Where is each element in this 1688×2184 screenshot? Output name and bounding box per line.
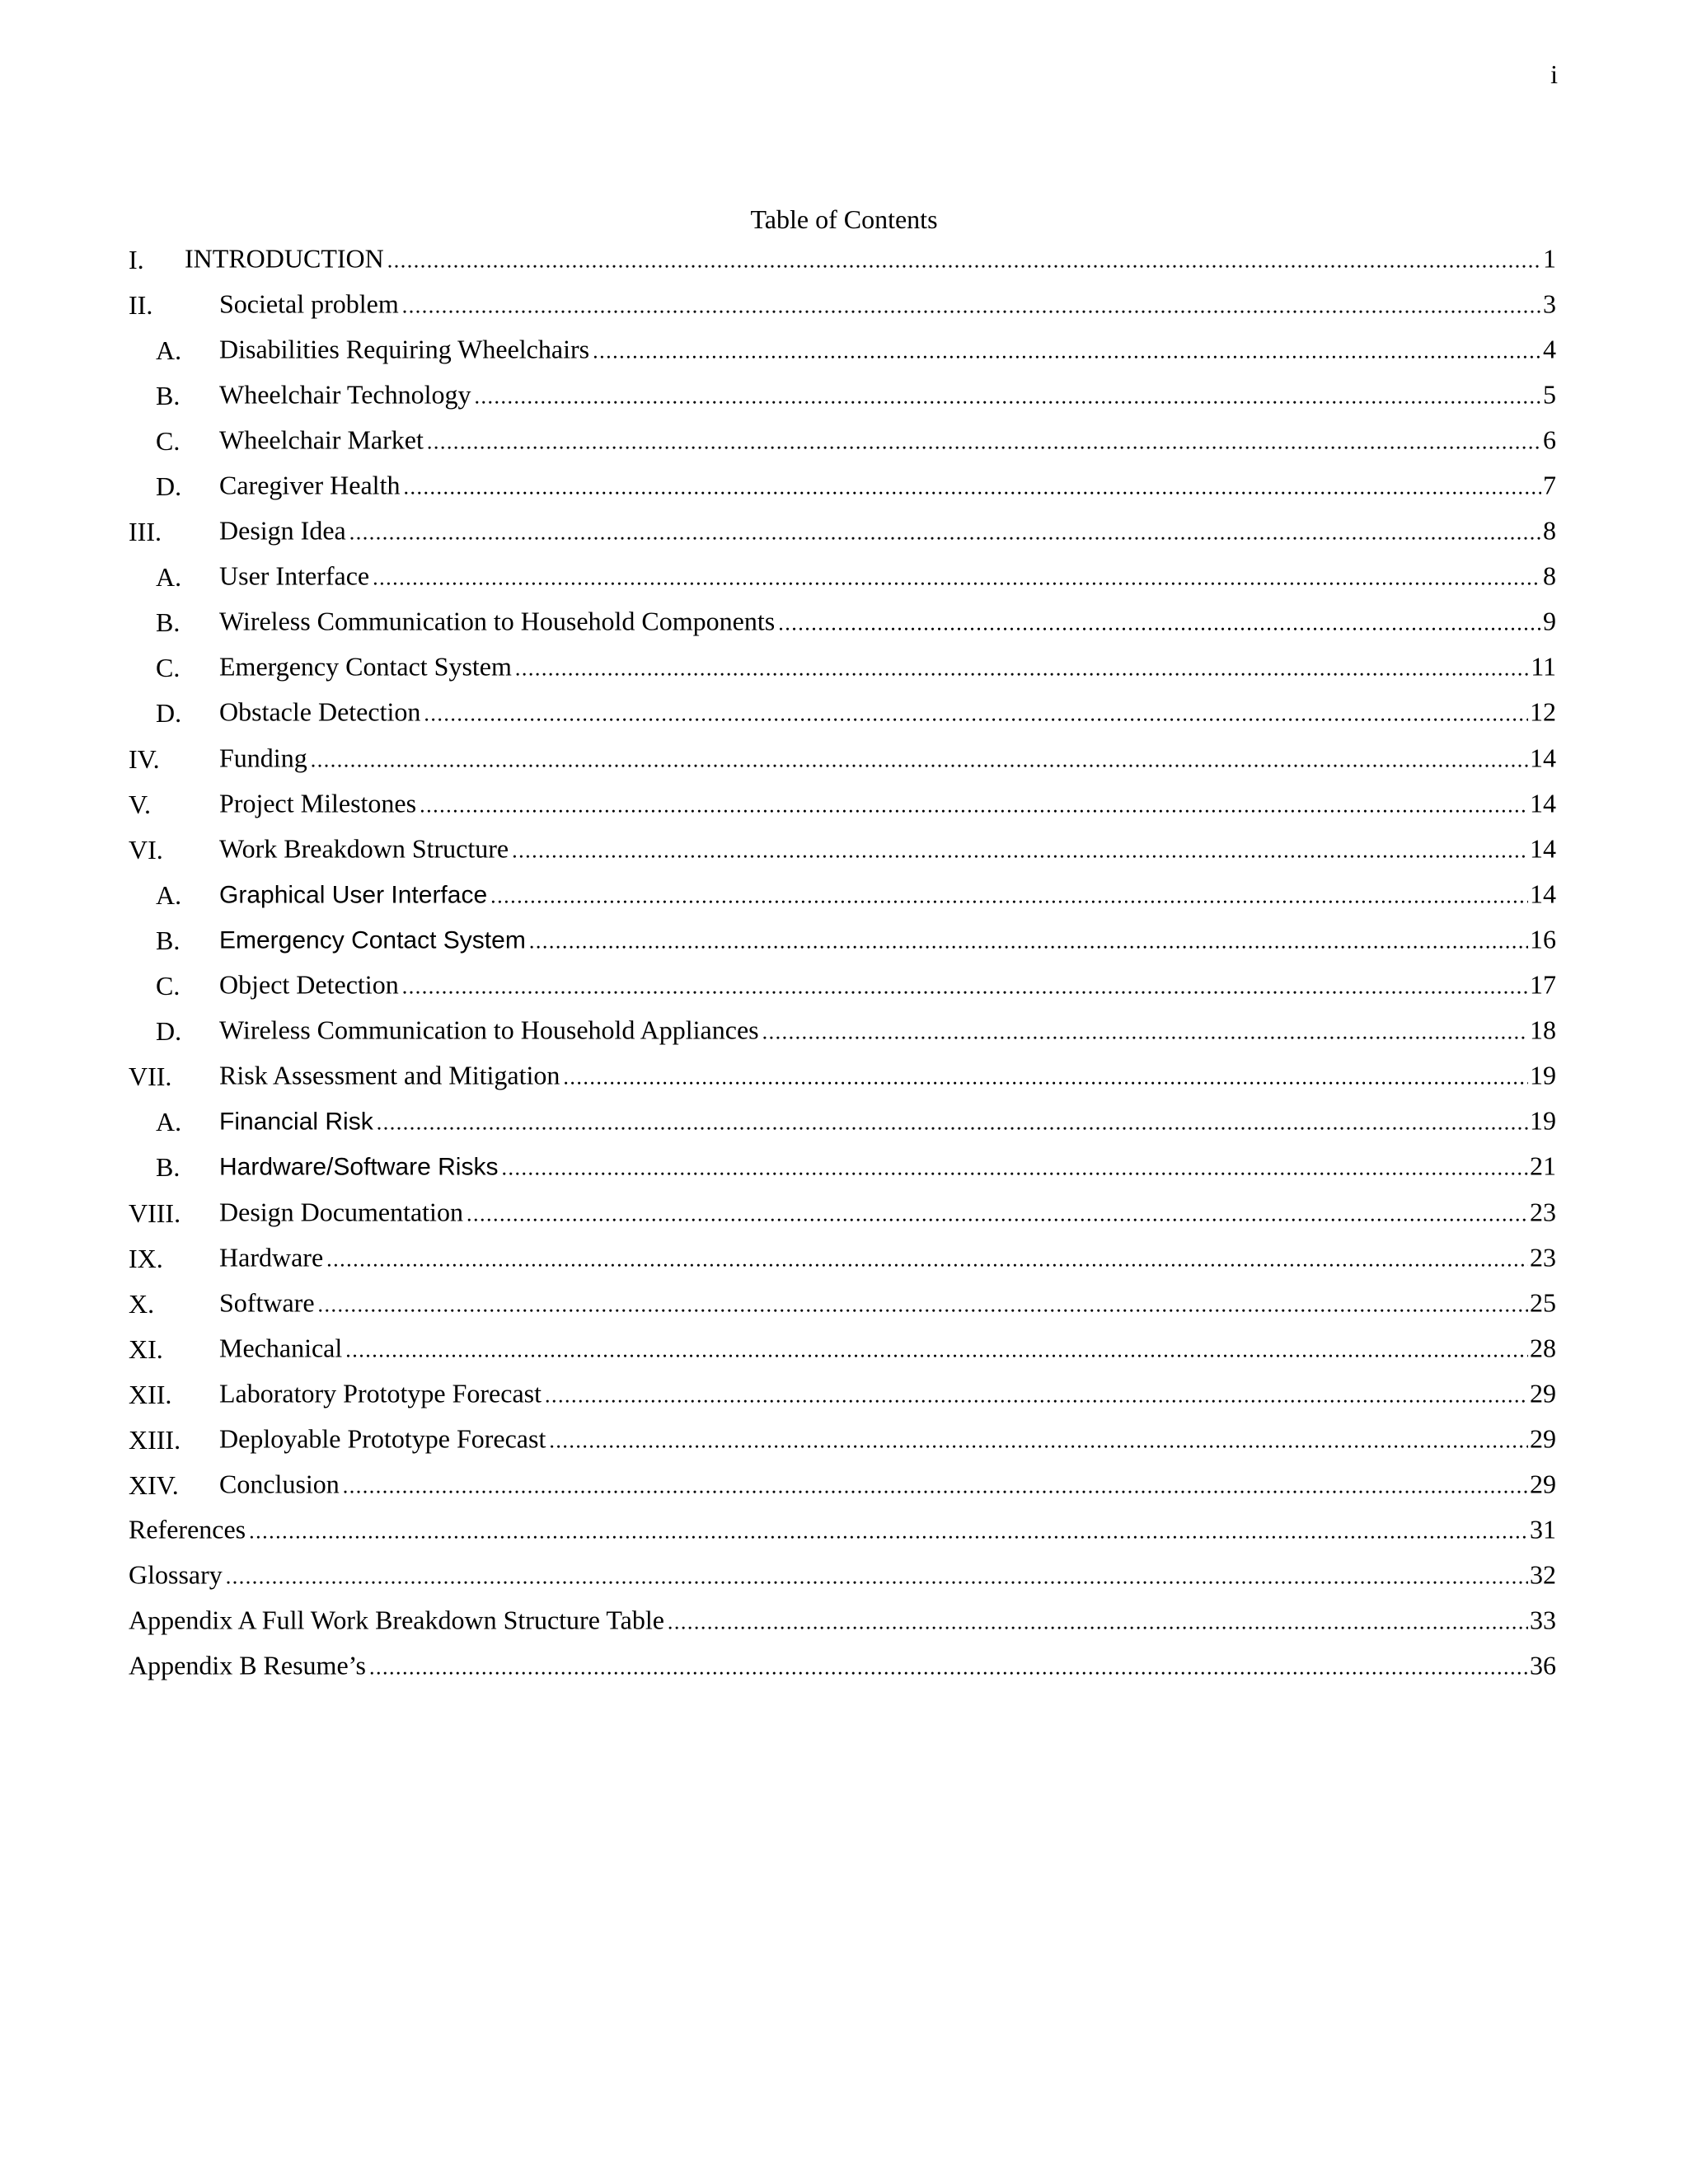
toc-entry-title: Caregiver Health [219, 470, 401, 500]
toc-entry-title: User Interface [219, 560, 370, 591]
toc-entry[interactable] [129, 1235, 1556, 1281]
toc-entry-page: 14 [1530, 879, 1556, 909]
toc-entry-title: Conclusion [219, 1469, 340, 1499]
toc-entry-page: 16 [1530, 924, 1556, 954]
toc-entry-title: Disabilities Requiring Wheelchairs [219, 334, 590, 364]
toc-entry-number: C. [156, 653, 181, 683]
toc-dot-leader [501, 1152, 1528, 1185]
table-of-contents [129, 237, 1556, 1690]
toc-dot-leader [402, 971, 1528, 1004]
toc-entry-title: References [129, 1514, 246, 1544]
toc-entry-number: D. [156, 698, 182, 729]
toc-entry-number: V. [129, 789, 151, 819]
toc-entry[interactable] [129, 555, 1556, 600]
toc-entry[interactable] [129, 1554, 1556, 1599]
toc-entry-title: Appendix A Full Work Breakdown Structure Table [129, 1605, 664, 1635]
toc-entry-number: III. [129, 517, 162, 547]
toc-entry[interactable] [129, 872, 1556, 917]
toc-entry-number: A. [156, 1107, 182, 1137]
toc-entry[interactable] [129, 509, 1556, 555]
toc-dot-leader [373, 562, 1541, 595]
toc-entry-title: Hardware/Software Risks [219, 1153, 499, 1181]
toc-entry-title: Hardware [219, 1242, 324, 1272]
toc-entry-number: C. [156, 425, 181, 456]
toc-entry-number: A. [156, 879, 182, 910]
toc-entry-page: 29 [1530, 1423, 1556, 1454]
toc-dot-leader [563, 1062, 1528, 1094]
toc-entry-page: 23 [1530, 1197, 1556, 1227]
toc-entry-number: II. [129, 289, 153, 320]
toc-entry-page: 8 [1543, 560, 1556, 591]
toc-entry-number: I. [129, 244, 144, 274]
toc-entry-page: 14 [1530, 743, 1556, 773]
toc-entry-page: 33 [1530, 1605, 1556, 1635]
toc-entry[interactable] [129, 1644, 1556, 1690]
toc-entry-page: 25 [1530, 1287, 1556, 1318]
toc-dot-leader [403, 471, 1541, 504]
toc-dot-leader [387, 244, 1541, 277]
toc-dot-leader [529, 925, 1528, 958]
toc-entry[interactable] [129, 1190, 1556, 1235]
toc-dot-leader [668, 1606, 1528, 1639]
toc-dot-leader [424, 698, 1528, 731]
toc-dot-leader [402, 289, 1541, 322]
toc-dot-leader [318, 1288, 1528, 1321]
toc-entry-number: IX. [129, 1243, 163, 1273]
toc-entry-number: XIII. [129, 1424, 181, 1455]
toc-dot-leader [545, 1379, 1528, 1412]
toc-entry-number: B. [156, 607, 181, 638]
toc-entry-number: D. [156, 1016, 182, 1047]
toc-entry[interactable] [129, 963, 1556, 1009]
toc-entry-title: Wheelchair Market [219, 424, 424, 455]
toc-entry-page: 29 [1530, 1378, 1556, 1408]
toc-entry[interactable] [129, 282, 1556, 327]
toc-entry-title: Risk Assessment and Mitigation [219, 1060, 560, 1090]
toc-entry-title: Software [219, 1287, 315, 1318]
toc-entry-number: A. [156, 335, 182, 365]
toc-entry-title: Laboratory Prototype Forecast [219, 1378, 542, 1408]
toc-entry[interactable] [129, 1371, 1556, 1417]
toc-entry-number: B. [156, 1152, 181, 1183]
toc-entry-title: Project Milestones [219, 788, 417, 818]
toc-entry[interactable] [129, 1009, 1556, 1054]
toc-entry-title: Funding [219, 743, 307, 773]
toc-dot-leader [345, 1333, 1528, 1366]
toc-entry-page: 12 [1530, 696, 1556, 727]
toc-entry-page: 9 [1543, 606, 1556, 636]
toc-entry-title: Wireless Communication to Household Components [219, 606, 776, 636]
toc-dot-leader [226, 1561, 1528, 1594]
toc-entry-title: Wireless Communication to Household Appliances [219, 1015, 759, 1045]
toc-title: Table of Contents [750, 204, 938, 234]
toc-entry[interactable] [129, 1599, 1556, 1644]
toc-entry-page: 14 [1530, 788, 1556, 818]
toc-entry-page: 7 [1543, 470, 1556, 500]
toc-entry-number: VIII. [129, 1197, 181, 1228]
toc-entry-number: X. [129, 1288, 155, 1319]
toc-entry-page: 19 [1530, 1105, 1556, 1136]
toc-dot-leader [349, 517, 1541, 550]
toc-dot-leader [467, 1197, 1528, 1230]
toc-entry[interactable] [129, 1099, 1556, 1145]
toc-entry-page: 3 [1543, 288, 1556, 319]
toc-dot-leader [343, 1470, 1528, 1503]
toc-entry[interactable] [129, 1463, 1556, 1508]
toc-dot-leader [490, 879, 1528, 912]
toc-dot-leader [474, 380, 1541, 413]
toc-entry-page: 19 [1530, 1060, 1556, 1090]
toc-dot-leader [249, 1516, 1528, 1549]
toc-entry[interactable] [129, 645, 1556, 691]
toc-entry-page: 5 [1543, 379, 1556, 410]
toc-entry[interactable] [129, 1417, 1556, 1462]
toc-entry[interactable] [129, 418, 1556, 463]
toc-dot-leader [515, 653, 1529, 686]
toc-dot-leader [420, 789, 1528, 822]
toc-entry-page: 28 [1530, 1333, 1556, 1363]
toc-entry-page: 1 [1543, 243, 1556, 274]
toc-entry-page: 32 [1530, 1559, 1556, 1590]
toc-entry[interactable] [129, 1508, 1556, 1554]
toc-entry[interactable] [129, 463, 1556, 509]
toc-dot-leader [512, 834, 1528, 867]
toc-entry-title: Emergency Contact System [219, 926, 526, 954]
toc-dot-leader [311, 743, 1528, 776]
toc-entry-page: 23 [1530, 1242, 1556, 1272]
toc-entry[interactable] [129, 917, 1556, 963]
toc-entry-number: VI. [129, 834, 163, 865]
toc-entry[interactable] [129, 1281, 1556, 1326]
toc-dot-leader [326, 1243, 1528, 1276]
toc-entry[interactable] [129, 827, 1556, 872]
toc-entry-page: 29 [1530, 1469, 1556, 1499]
toc-entry-page: 18 [1530, 1015, 1556, 1045]
toc-entry-page: 17 [1530, 969, 1556, 1000]
toc-entry-title: Object Detection [219, 969, 399, 1000]
toc-entry-page: 4 [1543, 334, 1556, 364]
toc-dot-leader [369, 1652, 1528, 1685]
page-number: i [1550, 59, 1558, 89]
toc-dot-leader [778, 607, 1541, 640]
toc-entry-title: Deployable Prototype Forecast [219, 1423, 546, 1454]
toc-entry[interactable] [129, 373, 1556, 418]
toc-entry-number: B. [156, 925, 181, 955]
toc-entry-number: VII. [129, 1062, 172, 1092]
toc-entry-number: IV. [129, 743, 160, 774]
toc-entry-number: B. [156, 380, 181, 410]
toc-entry[interactable] [129, 1326, 1556, 1371]
toc-entry-number: D. [156, 471, 182, 502]
toc-entry-page: 6 [1543, 424, 1556, 455]
toc-entry-page: 14 [1530, 833, 1556, 864]
toc-dot-leader [549, 1424, 1528, 1457]
toc-entry-title: Wheelchair Technology [219, 379, 471, 410]
toc-entry-title: Graphical User Interface [219, 881, 488, 909]
toc-entry-page: 36 [1530, 1650, 1556, 1680]
toc-entry[interactable] [129, 237, 1556, 282]
toc-entry-page: 31 [1530, 1514, 1556, 1544]
toc-entry[interactable] [129, 327, 1556, 373]
toc-entry-title: Financial Risk [219, 1108, 373, 1136]
toc-dot-leader [377, 1107, 1528, 1140]
toc-entry[interactable] [129, 1145, 1556, 1190]
toc-entry-title: Work Breakdown Structure [219, 833, 509, 864]
toc-entry-title: Design Idea [219, 515, 346, 546]
toc-entry-page: 21 [1530, 1151, 1556, 1181]
toc-entry-page: 11 [1531, 651, 1556, 682]
toc-entry-number: XI. [129, 1333, 163, 1364]
toc-entry-title: Societal problem [219, 288, 399, 319]
toc-entry-title: Appendix B Resume’s [129, 1650, 366, 1680]
toc-entry-title: Obstacle Detection [219, 696, 421, 727]
toc-entry-number: A. [156, 562, 182, 593]
toc-entry-title: Design Documentation [219, 1197, 463, 1227]
toc-entry[interactable] [129, 736, 1556, 781]
toc-entry-number: C. [156, 971, 181, 1001]
toc-entry[interactable] [129, 600, 1556, 645]
toc-entry-number: XII. [129, 1379, 172, 1409]
toc-entry[interactable] [129, 781, 1556, 827]
toc-entry-title: Glossary [129, 1559, 223, 1590]
toc-entry-number: XIV. [129, 1470, 179, 1501]
toc-dot-leader [593, 335, 1541, 368]
toc-entry-title: Mechanical [219, 1333, 343, 1363]
toc-entry-page: 8 [1543, 515, 1556, 546]
toc-entry[interactable] [129, 691, 1556, 736]
toc-entry-title: INTRODUCTION [185, 243, 384, 274]
toc-dot-leader [762, 1016, 1528, 1049]
toc-entry-title: Emergency Contact System [219, 651, 512, 682]
toc-dot-leader [427, 425, 1541, 458]
toc-entry[interactable] [129, 1054, 1556, 1099]
